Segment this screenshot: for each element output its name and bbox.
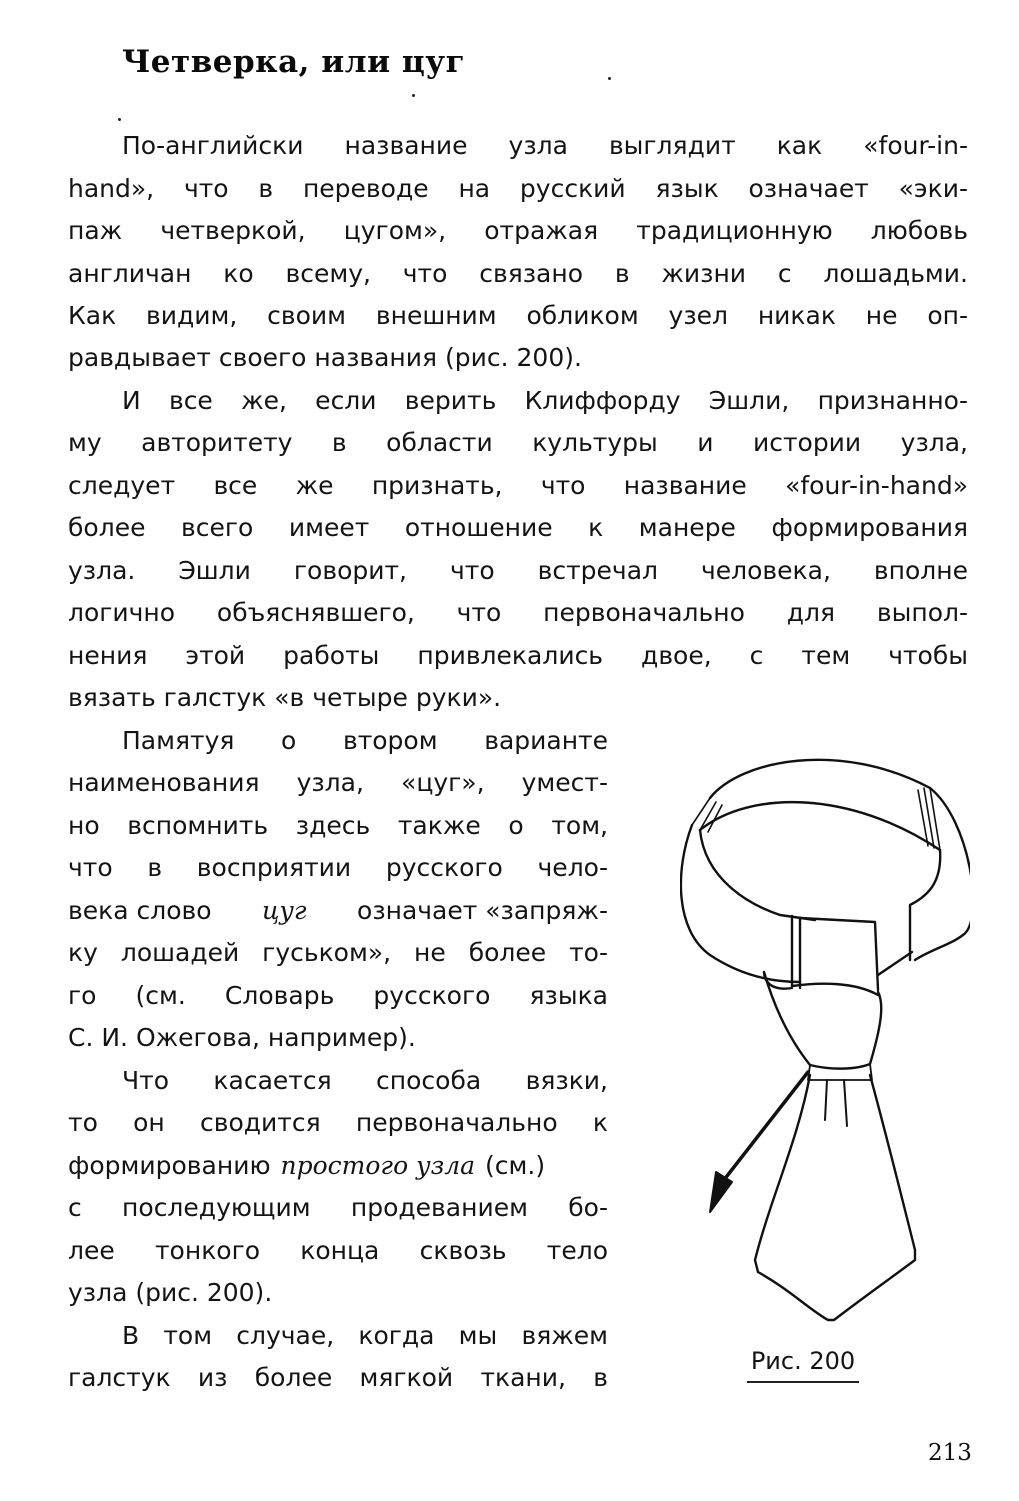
text-line: [68, 1151, 608, 1181]
text-line: hand», что в переводе на русский язык означает «эки-: [68, 174, 968, 203]
text-line: наименования узла, «цуг», умест-: [68, 768, 608, 797]
text-line: следует все же признать, что название «four-in-hand»: [68, 471, 968, 500]
text-line: лее тонкого конца сквозь тело: [68, 1236, 608, 1265]
text-line: узла. Эшли говорит, что встречал человека, вполне: [68, 556, 968, 585]
scan-speck: [412, 94, 415, 97]
text-line: го (см. Словарь русского языка: [68, 981, 608, 1010]
text-line: англичан ко всему, что связано в жизни с лошадьми.: [68, 259, 968, 288]
scan-speck: [608, 77, 611, 80]
section-title: Четверка, или цуг: [122, 44, 466, 80]
text-fragment: (см.): [485, 1151, 546, 1180]
text-line: узла (рис. 200).: [68, 1278, 273, 1307]
text-line: ку лошадей гуськом», не более то-: [68, 938, 608, 967]
text-fragment: означает «запряж-: [357, 896, 608, 925]
text-line: паж четверкой, цугом», отражая традиционную любовь: [68, 216, 968, 245]
scan-speck: [118, 118, 121, 121]
text-line: более всего имеет отношение к манере формирования: [68, 513, 968, 542]
text-line: равдывает своего названия (рис. 200).: [68, 343, 582, 372]
text-line: логично объяснявшего, что первоначально для выпол-: [68, 598, 968, 627]
text-line: С. И. Ожегова, например).: [68, 1023, 416, 1052]
text-line: му авторитету в области культуры и истории узла,: [68, 428, 968, 457]
text-line: В том случае, когда мы вяжем: [122, 1321, 608, 1350]
text-line: Как видим, своим внешним обликом узел никак не оп-: [68, 301, 968, 330]
text-line: По-английски название узла выглядит как «four-in-: [122, 131, 968, 160]
text-line: с последующим продеванием бо-: [68, 1193, 608, 1222]
text-line: то он сводится первоначально к: [68, 1108, 608, 1137]
text-line: Памятуя о втором варианте: [122, 726, 608, 755]
italic-term: цуг: [261, 896, 307, 925]
italic-term: простого узла: [280, 1151, 476, 1180]
tie-knot-illustration: [680, 720, 970, 1360]
text-line: И все же, если верить Клиффорду Эшли, признанно-: [122, 386, 968, 415]
text-line: что в восприятии русского чело-: [68, 853, 608, 882]
page-number: 213: [928, 1440, 972, 1466]
text-line: [68, 896, 608, 926]
text-line: Что касается способа вязки,: [122, 1066, 608, 1095]
text-line: вязать галстук «в четыре руки».: [68, 683, 502, 712]
text-line: галстук из более мягкой ткани, в: [68, 1363, 608, 1392]
text-line: но вспомнить здесь также о том,: [68, 811, 608, 840]
text-fragment: века слово: [68, 896, 212, 925]
figure-caption: Рис. 200: [747, 1347, 859, 1383]
text-line: нения этой работы привлекались двое, с тем чтобы: [68, 641, 968, 670]
text-fragment: формированию: [68, 1151, 271, 1180]
